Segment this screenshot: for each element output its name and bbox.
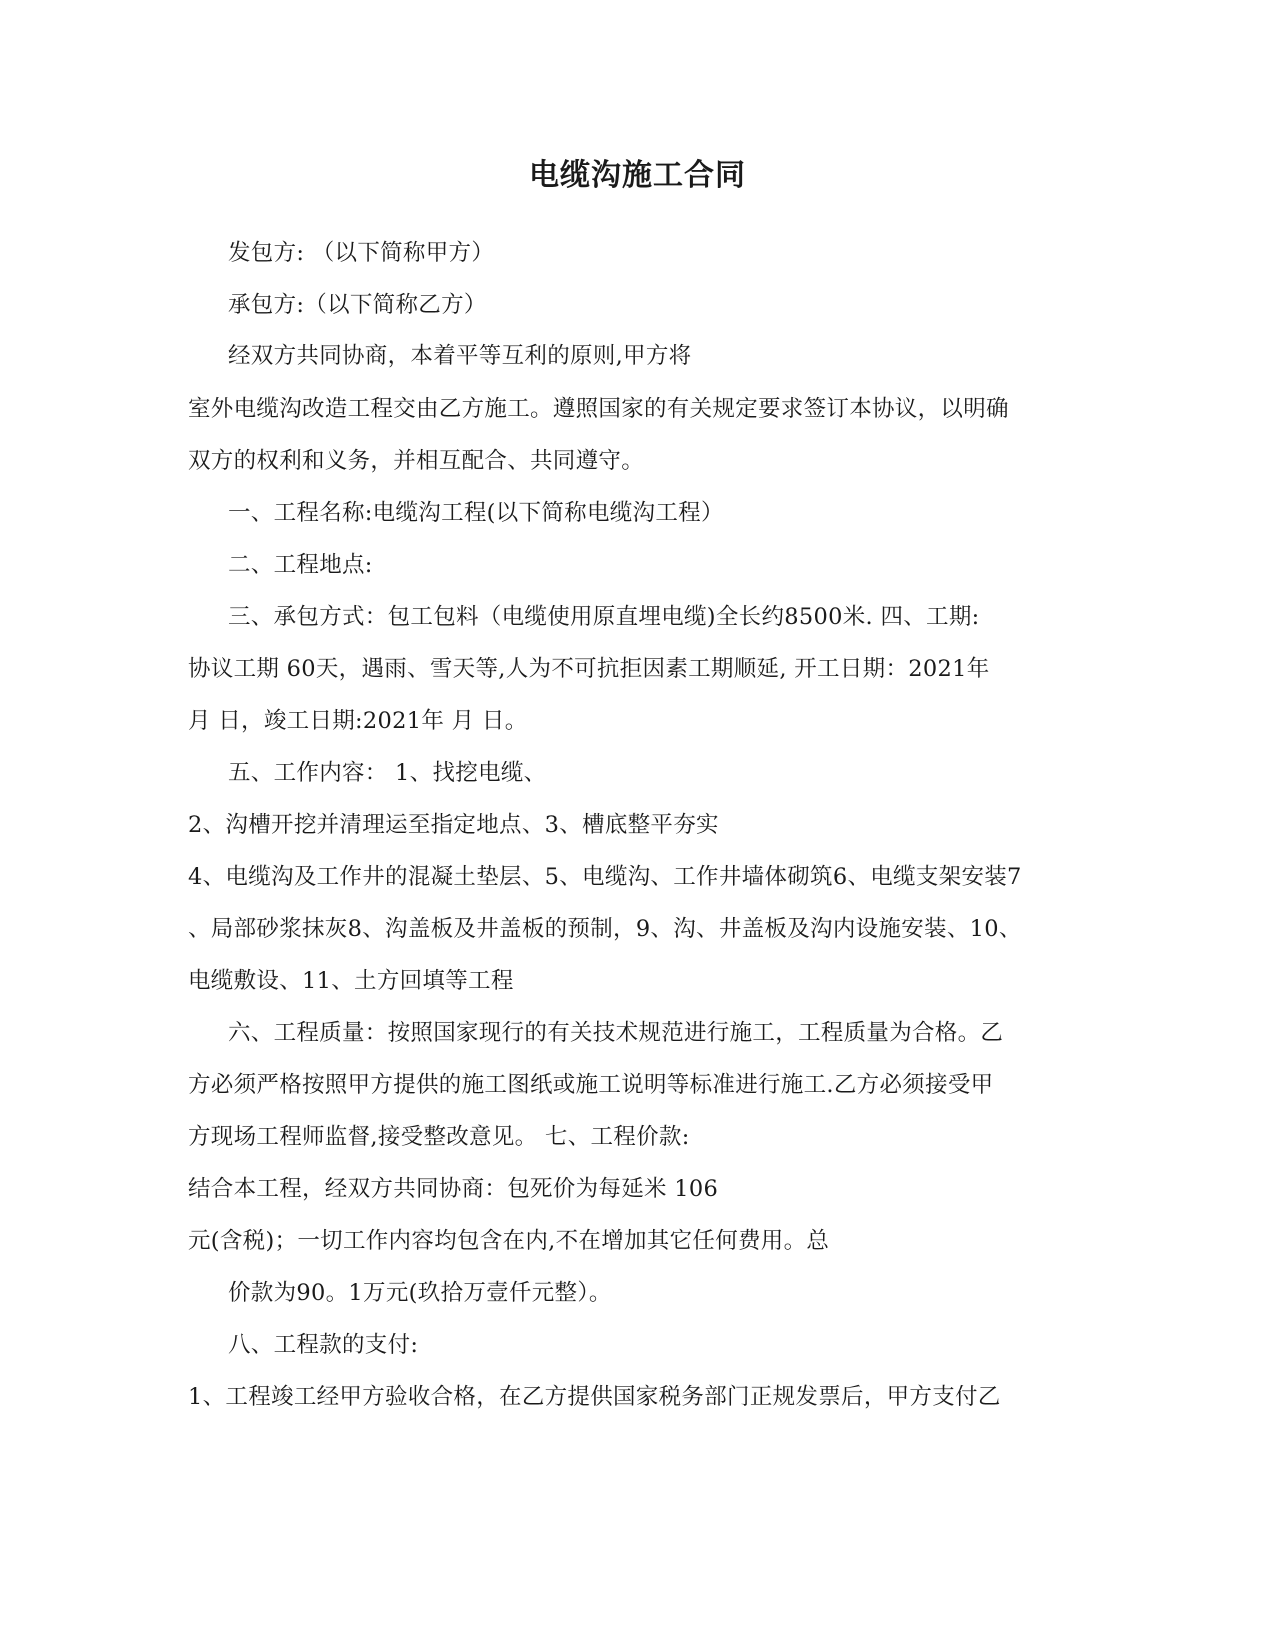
- paragraph-line: 室外电缆沟改造工程交由乙方施工。遵照国家的有关规定要求签订本协议，以明确: [188, 396, 1009, 422]
- paragraph-line-work-content: 五、工作内容： 1、找挖电缆、: [228, 760, 547, 786]
- paragraph-line-project-location: 二、工程地点:: [228, 552, 373, 578]
- paragraph-line-contractor-b: 承包方:（以下简称乙方）: [228, 292, 487, 318]
- paragraph-line: 4、电缆沟及工作井的混凝土垫层、5、电缆沟、工作井墙体砌筑6、电缆支架安装7: [188, 864, 1022, 890]
- paragraph-line: 电缆敷设、11、土方回填等工程: [188, 968, 514, 994]
- paragraph-line: 方必须严格按照甲方提供的施工图纸或施工说明等标准进行施工.乙方必须接受甲: [188, 1072, 994, 1098]
- paragraph-line: 1、工程竣工经甲方验收合格，在乙方提供国家税务部门正规发票后，甲方支付乙: [188, 1384, 1001, 1410]
- paragraph-line: 协议工期 60天，遇雨、雪天等,人为不可抗拒因素工期顺延, 开工日期：2021年: [188, 656, 990, 682]
- paragraph-line: 双方的权利和义务，并相互配合、共同遵守。: [188, 448, 645, 474]
- paragraph-line-contract-method: 三、承包方式：包工包料（电缆使用原直埋电缆)全长约8500米. 四、工期:: [228, 604, 980, 630]
- paragraph-line-quality: 六、工程质量：按照国家现行的有关技术规范进行施工，工程质量为合格。乙: [228, 1020, 1004, 1046]
- paragraph-line: 经双方共同协商，本着平等互利的原则,甲方将: [228, 343, 692, 369]
- paragraph-line: 2、沟槽开挖并清理运至指定地点、3、槽底整平夯实: [188, 812, 719, 838]
- paragraph-line-project-name: 一、工程名称:电缆沟工程(以下简称电缆沟工程）: [228, 500, 724, 526]
- paragraph-line-total-price: 价款为90。1万元(玖拾万壹仟元整）。: [228, 1280, 612, 1306]
- document-title: 电缆沟施工合同: [529, 158, 746, 193]
- paragraph-line-payment-heading: 八、工程款的支付:: [228, 1332, 419, 1358]
- paragraph-line: 方现场工程师监督,接受整改意见。 七、工程价款:: [188, 1124, 690, 1150]
- paragraph-line: 元(含税)；一切工作内容均包含在内,不在增加其它任何费用。总: [188, 1228, 830, 1254]
- paragraph-line-contractor-a: 发包方: （以下简称甲方）: [228, 240, 495, 266]
- paragraph-line: 月 日，竣工日期:2021年 月 日。: [188, 708, 528, 734]
- paragraph-line: 、局部砂浆抹灰8、沟盖板及井盖板的预制，9、沟、井盖板及沟内设施安装、10、: [188, 916, 1022, 942]
- paragraph-line: 结合本工程，经双方共同协商：包死价为每延米 106: [188, 1176, 719, 1202]
